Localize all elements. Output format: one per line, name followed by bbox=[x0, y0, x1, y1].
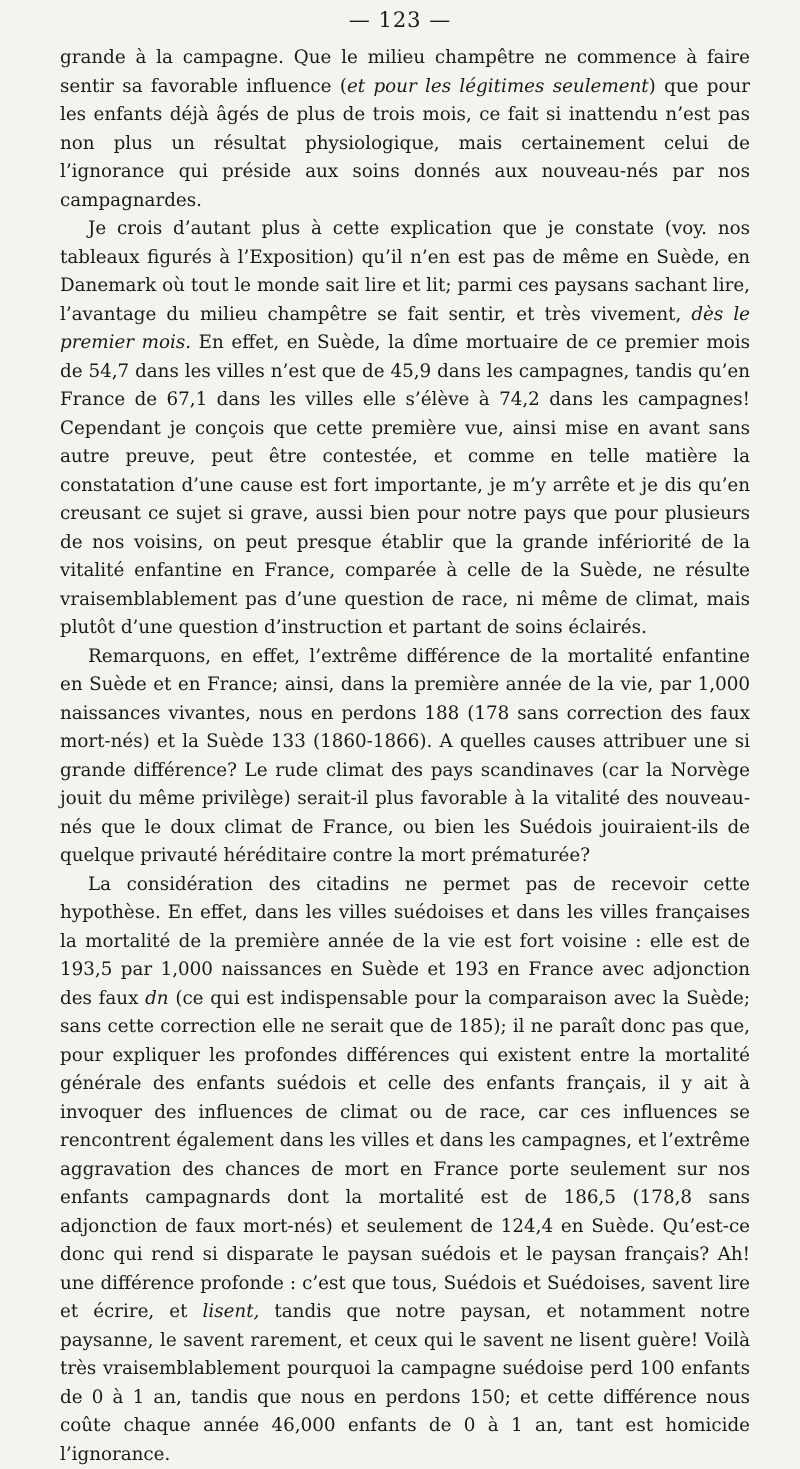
italic-text: lisent, bbox=[203, 1301, 260, 1322]
italic-text: dn bbox=[145, 988, 168, 1009]
paragraph bbox=[60, 44, 750, 215]
italic-text: dès le premier mois. bbox=[60, 304, 750, 354]
text-run: grande à la campagne. Que le milieu champêtre ne commence à faire sentir sa favorable influence ( bbox=[60, 47, 750, 97]
page-number: — 123 — bbox=[0, 8, 800, 32]
text-run: Je crois d’autant plus à cette explication que je constate (voy. nos tableaux figurés à l’Exposition) qu’il n’en est pas de même en Suède, en Danemark où tout le monde sait lire et lit; parmi ces paysans sachant lire, l’avantage du milieu champêtre se fait sentir, et très vivement, bbox=[60, 218, 750, 325]
body-text bbox=[60, 44, 750, 1469]
paragraph bbox=[60, 871, 750, 1469]
italic-text: et pour les légitimes seulement bbox=[347, 76, 649, 97]
text-run: Remarquons, en effet, l’extrême différence de la mortalité enfantine en Suède et en France; ainsi, dans la première année de la vie, par 1,000 naissances vivantes, nous en perdons 188 (178 sans correction des faux mort-nés) et la Suède 133 (1860-1866). A quelles causes attribuer une si grande différence? Le rude climat des pays scandinaves (car la Norvège jouit du même privilège) serait-il plus favorable à la vitalité des nouveau-nés que le doux climat de France, ou bien les Suédois jouiraient-ils de quelque privauté héréditaire contre la mort prématurée? bbox=[60, 646, 750, 867]
paragraph bbox=[60, 643, 750, 871]
text-run: ) que pour les enfants déjà âgés de plus de trois mois, ce fait si inattendu n’est pas non plus un résultat physiologique, mais certainement celui de l’ignorance qui préside aux soins donnés aux nouveau-nés par nos campagnardes. bbox=[60, 76, 750, 211]
text-run: tandis que notre paysan, et notamment notre paysanne, le savent rarement, et ceux qui le savent ne lisent guère! Voilà très vraisemblablement pourquoi la campagne suédoise perd 100 enfants de 0 à 1 an, tandis que nous en perdons 150; et cette différence nous coûte chaque année 46,000 enfants de 0 à 1 an, tant est homicide l’ignorance. bbox=[60, 1301, 750, 1465]
text-run: La considération des citadins ne permet pas de recevoir cette hypothèse. En effet, dans les villes suédoises et dans les villes françaises la mortalité de la première année de la vie est fort voisine : elle est de 193,5 par 1,000 naissances en Suède et 193 en France avec adjonction des faux bbox=[60, 874, 750, 1009]
text-run: En effet, en Suède, la dîme mortuaire de ce premier mois de 54,7 dans les villes n’est que de 45,9 dans les campagnes, tandis qu’en France de 67,1 dans les villes elle s’élève à 74,2 dans les campagnes! Cependant je conçois que cette première vue, ainsi mise en avant sans autre preuve, peut être contestée, et comme en telle matière la constatation d’une cause est fort importante, je m’y arrête et je dis qu’en creusant ce sujet si grave, aussi bien pour notre pays que pour plusieurs de nos voisins, on peut presque établir que la grande infériorité de la vitalité enfantine en France, comparée à celle de la Suède, ne résulte vraisemblablement pas d’une question de race, ni même de climat, mais plutôt d’une question d’instruction et partant de soins éclairés. bbox=[60, 332, 750, 638]
paragraph bbox=[60, 215, 750, 643]
text-run: (ce qui est indispensable pour la comparaison avec la Suède; sans cette correction elle ne serait que de 185); il ne paraît donc pas que, pour expliquer les profondes différences qui existent entre la mortalité générale des enfants suédois et celle des enfants français, il y ait à invoquer des influences de climat ou de race, car ces influences se rencontrent également dans les villes et dans les campagnes, et l’extrême aggravation des chances de mort en France porte seulement sur nos enfants campagnards dont la mortalité est de 186,5 (178,8 sans adjonction de faux mort-nés) et seulement de 124,4 en Suède. Qu’est-ce donc qui rend si disparate le paysan suédois et le paysan français? Ah! une différence profonde : c’est que tous, Suédois et Suédoises, savent lire et écrire, et bbox=[60, 988, 750, 1323]
